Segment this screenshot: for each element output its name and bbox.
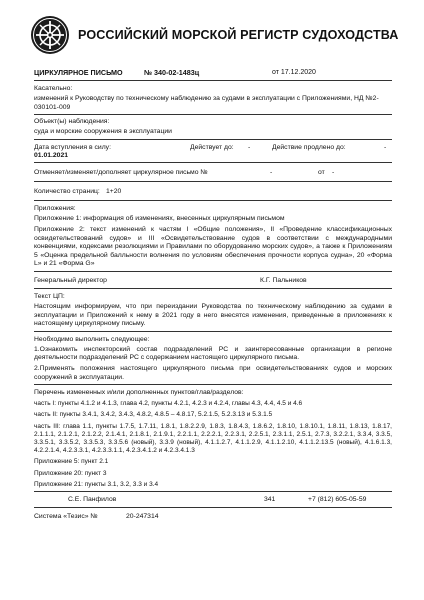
objects-block [34, 115, 392, 139]
subject-label: Касательно: [34, 85, 73, 92]
cancels-row [34, 168, 392, 177]
changes-block [34, 385, 392, 491]
system-label: Система «Тезис» № [34, 512, 98, 520]
subject-block [34, 81, 392, 114]
pages-row [34, 187, 392, 196]
attachments-label: Приложения: [34, 205, 76, 213]
changes-app-20: Приложение 20: пункт 3 [34, 469, 107, 477]
executor-row [34, 492, 392, 507]
executor-phone: +7 (812) 605-05-59 [308, 495, 367, 503]
attachment-2: Приложение 2: текст изменений к частям I «Общие положения», II «Проведение классификационных освидетельствований судов» и III «Освидетельствование судов в соответствии с международными конвенциями, кодексами резолюциями и Правилами по оборудованию морских судов», а также к Приложениям 5 «Оценка предельной балльности волнения по условиям обеспечения прочности корпуса судна», 20 «Форма L» и 21 «Форма G» [34, 225, 392, 268]
executor-number: 341 [264, 495, 276, 503]
system-row [34, 508, 392, 521]
signatory-block [34, 272, 392, 288]
changes-app-21: Приложение 21: пункты 3.1, 3.2, 3.3 и 3.4 [34, 480, 159, 488]
actions-label: Необходимо выполнить следующее: [34, 335, 150, 343]
attachments-block [34, 201, 392, 271]
changes-part-3: часть III: глава 1.1, пункты 1.7.5, 1.7.11, 1.8.1, 1.8.2.2.9, 1.8.3, 1.8.4.3, 1.8.6.2, 1.8.10, 1.8.10.1, 1.8.11, 1.8.13, 1.8.17, 2.1.1.1, 2.1.2.1, 2.1.2.2, 2.1.4.1, 2.1.8.1, 2.1.9.1, 2.2.1.1, 2.2.2.1, 2.2.3.1, 2.2.5.1, 2.3.1.1, 2.5.1, 2.7.3, 3.2.2.1, 3.3.4, 3.3.5, 3.3.5.1, 3.3.5.2, 3.3.5.3, 3.3.5.6 (новый), 3.3.9 (новый), 4.1.1.2.7, 4.1.1.2.9, 4.1.1.2.10, 4.1.1.2.13.5 (новый), 4.1.6.1.3, 4.2.2.1.4, 4.2.3.3.1, 4.2.3.3.1.1, 4.2.3.4.1.2 и 4.2.3.4.1.3 [34, 422, 392, 455]
letter-title-row [34, 66, 392, 80]
extended-value: - [384, 143, 387, 151]
signatory-row [34, 276, 392, 285]
system-number: 20-247314 [126, 512, 159, 520]
rs-emblem-icon [30, 15, 70, 55]
organization-name: РОССИЙСКИЙ МОРСКОЙ РЕГИСТР СУДОХОДСТВА [78, 28, 399, 42]
signatory-name: К.Г. Пальников [260, 276, 307, 284]
changes-label: Перечень измененных и/или дополненных пунктов/глав/разделов: [34, 389, 244, 397]
objects-text: суда и морские сооружения в эксплуатации [34, 128, 172, 136]
signatory-position: Генеральный директор [34, 276, 107, 284]
cancels-from-label: от [318, 169, 325, 177]
cancels-from-value: - [332, 169, 335, 177]
effective-date: 01.01.2021 [34, 151, 69, 159]
valid-until-value: - [248, 143, 251, 151]
action-item-1: 1.Ознакомить инспекторский состав подразделений РС и заинтересованные организации в регионе деятельности подразделений РС с содержанием настоящего циркулярного письма. [34, 345, 392, 362]
cancels-block [34, 163, 392, 181]
body-text: Настоящим информируем, что при переиздании Руководства по техническому наблюдению за судами в эксплуатации и Приложений к нему в 2021 году в него внесятся изменения, приведенные в приложениях к настоящему циркулярному письму. [34, 302, 392, 328]
effective-label: Дата вступления в силу: [34, 143, 111, 151]
letter-number: № 340-02-1483ц [144, 68, 200, 77]
letterhead [30, 10, 399, 60]
effective-block [34, 140, 392, 163]
action-item-2: 2.Применять положения настоящего циркулярного письма при освидетельствованиях судов и морских сооружений в эксплуатации. [34, 364, 392, 381]
body-block [34, 289, 392, 331]
pages-label: Количество страниц: [34, 188, 100, 196]
extended-label: Действие продлено до: [272, 143, 346, 151]
cancels-number: - [270, 169, 273, 177]
effective-row [34, 143, 392, 152]
cancels-label: Отменяет/изменяет/дополняет циркулярное письмо № [34, 169, 208, 177]
letter-title: ЦИРКУЛЯРНОЕ ПИСЬМО [34, 68, 123, 77]
pages-value: 1+20 [106, 188, 122, 196]
document-page [34, 10, 399, 521]
letter-date: от 17.12.2020 [272, 69, 316, 76]
attachment-1: Приложение 1: информация об изменениях, внесенных циркулярным письмом [34, 215, 285, 223]
body-label: Текст ЦП: [34, 292, 65, 300]
subject-text: изменений к Руководству по техническому наблюдению за судами в эксплуатации с Приложениями, НД №2-030101-009 [34, 95, 379, 111]
pages-block [34, 182, 392, 200]
objects-label: Объект(ы) наблюдения: [34, 118, 110, 126]
changes-part-2: часть II: пункты 3.4.1, 3.4.2, 3.4.3, 4.8.2, 4.8.5 – 4.8.17, 5.2.1.5, 5.2.3.13 и 5.3.1.5 [34, 411, 273, 419]
executor-name: С.Е. Панфилов [68, 495, 117, 503]
changes-part-1: часть I: пункты 4.1.2 и 4.1.3, глава 4.2, пункты 4.2.1, 4.2.3 и 4.2.4, главы 4.3, 4.4, 4.5 и 4.6 [34, 400, 303, 408]
changes-app-5: Приложение 5: пункт 2.1 [34, 458, 109, 466]
actions-block [34, 332, 392, 384]
valid-until-label: Действует до: [190, 143, 234, 151]
